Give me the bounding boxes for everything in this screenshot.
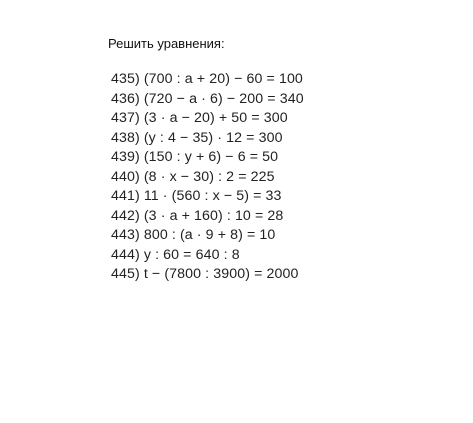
equation-expression: 11 · (560 : x − 5) = 33 [143, 188, 282, 205]
page-title: Решить уравнения: [108, 36, 225, 51]
equation-item [111, 246, 304, 266]
equation-item [111, 129, 304, 149]
equation-expression: t − (7800 : 3900) = 2000 [143, 266, 299, 283]
equation-expression: (y : 4 − 35) · 12 = 300 [143, 129, 283, 146]
equation-number: 435) [111, 71, 140, 87]
equation-number: 445) [111, 266, 140, 283]
equation-expression: (720 − a · 6) − 200 = 340 [143, 90, 304, 107]
equation-number: 444) [111, 246, 140, 263]
equation-expression: y : 60 = 640 : 8 [143, 246, 240, 263]
equation-number: 443) [111, 227, 140, 244]
equation-item [111, 70, 304, 90]
equation-item [111, 168, 304, 188]
equation-item [111, 109, 304, 129]
equation-item [111, 207, 304, 227]
equation-item [111, 187, 304, 207]
equation-number: 437) [111, 110, 140, 127]
equation-expression: 800 : (a · 9 + 8) = 10 [143, 227, 276, 244]
equation-item [111, 265, 304, 285]
equation-list [111, 70, 304, 285]
equation-expression: (3 · a − 20) + 50 = 300 [143, 110, 288, 127]
equation-item [111, 90, 304, 110]
equation-number: 438) [111, 129, 140, 146]
equation-number: 440) [111, 168, 140, 185]
equation-expression: (8 · x − 30) : 2 = 225 [143, 168, 275, 185]
equation-number: 439) [111, 149, 140, 166]
equation-expression: (3 · a + 160) : 10 = 28 [143, 207, 284, 224]
equation-number: 441) [111, 188, 140, 205]
equation-expression: (150 : y + 6) − 6 = 50 [143, 149, 279, 166]
equation-number: 436) [111, 90, 140, 107]
equation-number: 442) [111, 207, 140, 224]
equation-item [111, 148, 304, 168]
equation-item [111, 226, 304, 246]
equation-expression: (700 : a + 20) − 60 = 100 [143, 71, 303, 87]
